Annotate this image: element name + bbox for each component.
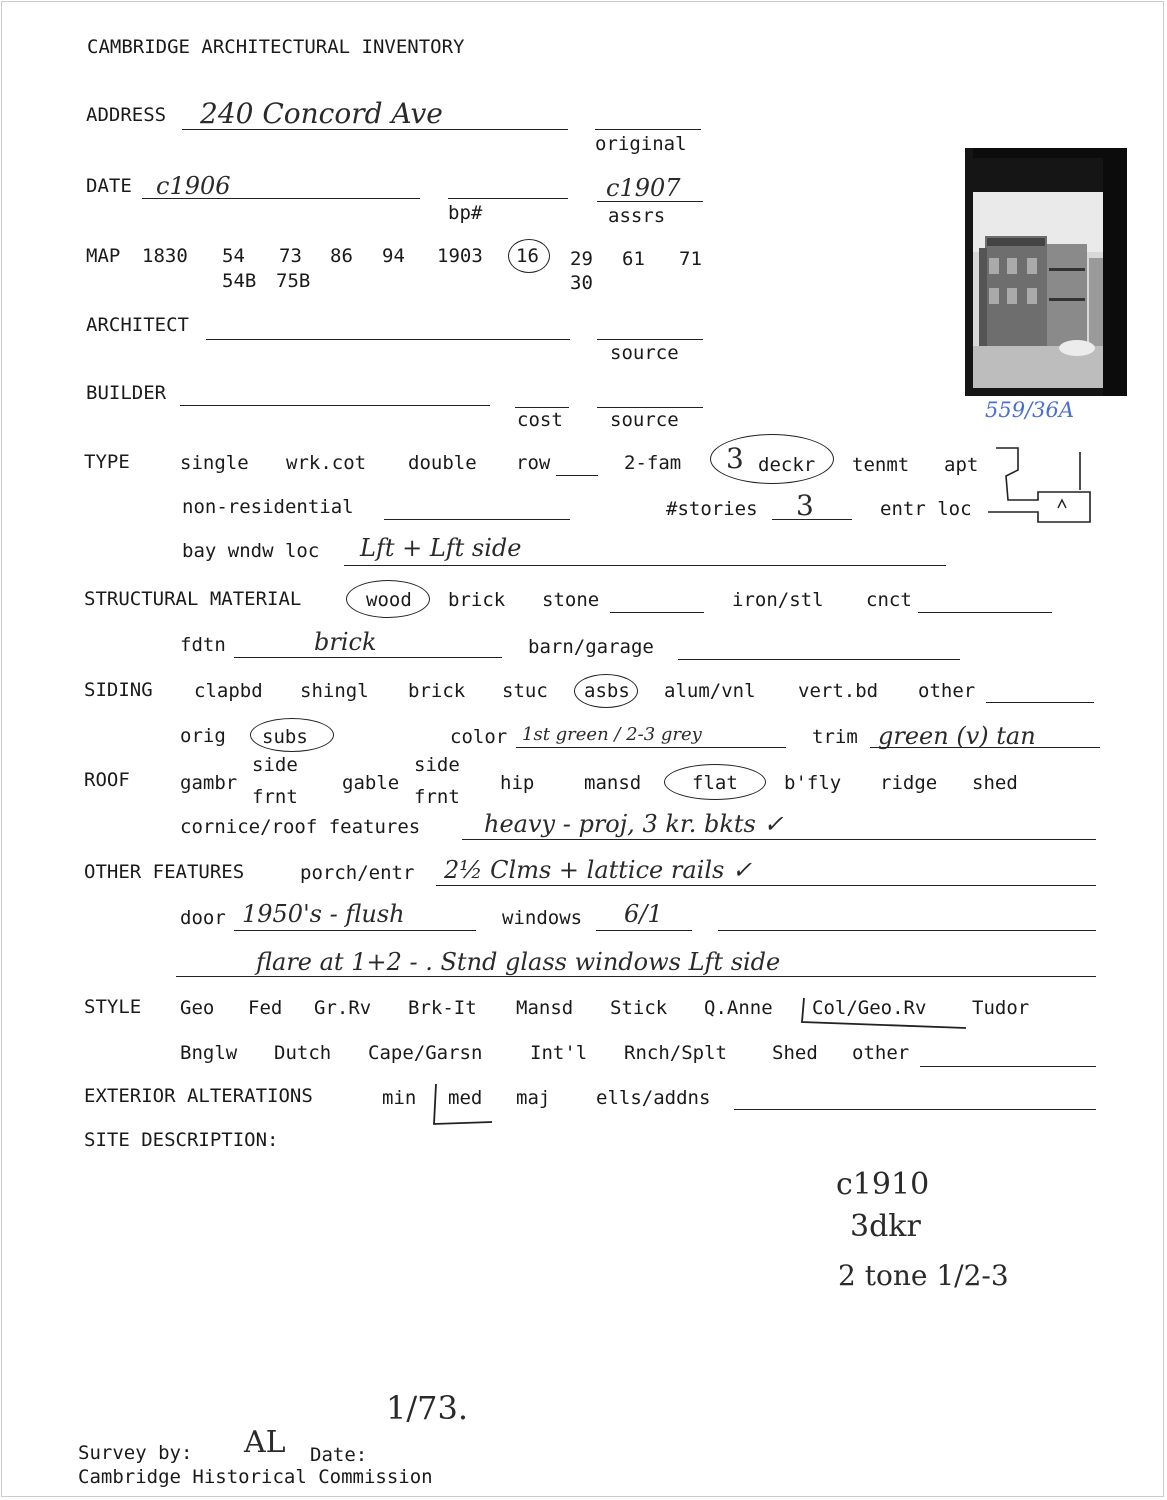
row-line	[556, 475, 598, 476]
style-option: Cape/Garsn	[368, 1042, 483, 1064]
ells-label: ells/addns	[596, 1087, 711, 1109]
extra-features-line	[176, 976, 1096, 977]
address-line	[182, 129, 568, 130]
style-option-selected: Col/Geo.Rv	[812, 997, 927, 1019]
survey-date-label: Date:	[310, 1444, 368, 1466]
alterations-selection-mark	[428, 1082, 498, 1130]
porch-label: porch/entr	[300, 862, 415, 884]
flat-circle	[664, 764, 766, 800]
style-option: Int'l	[530, 1042, 588, 1064]
siding-option: vert.bd	[798, 680, 879, 702]
ells-line	[734, 1109, 1096, 1110]
architect-label: ARCHITECT	[86, 314, 189, 336]
porch-line	[436, 885, 1096, 886]
cornice-line	[462, 839, 1096, 840]
map-year: 73	[279, 245, 302, 267]
builder-line	[180, 405, 490, 406]
site-note: 3dkr	[850, 1209, 921, 1244]
barn-garage-line	[678, 659, 960, 660]
foundation-value: brick	[314, 628, 377, 656]
survey-date-value: 1/73.	[386, 1389, 469, 1427]
map-year: 94	[382, 245, 405, 267]
door-label: door	[180, 907, 226, 929]
wood-circle	[346, 580, 430, 618]
roof-option-selected: flat	[692, 772, 738, 794]
cost-line	[515, 407, 569, 408]
stories-value: 3	[796, 489, 814, 522]
siding-option: alum/vnl	[664, 680, 756, 702]
stone-line	[610, 612, 704, 613]
door-line	[234, 930, 476, 931]
style-option: Fed	[248, 997, 283, 1019]
foundation-label: fdtn	[180, 634, 226, 656]
alterations-option: min	[382, 1087, 417, 1109]
style-selection-mark	[798, 996, 970, 1036]
windows-line	[596, 930, 692, 931]
bp-label: bp#	[448, 202, 483, 224]
map-year: 86	[330, 245, 353, 267]
address-label: ADDRESS	[86, 104, 167, 126]
architect-line	[206, 339, 570, 340]
type-option: 2-fam	[624, 452, 682, 474]
door-value: 1950's - flush	[242, 900, 405, 928]
cnct-line	[918, 612, 1052, 613]
barn-garage-label: barn/garage	[528, 636, 654, 658]
map-year: 71	[679, 248, 702, 270]
non-residential-line	[384, 519, 570, 520]
structural-option: iron/stl	[732, 589, 824, 611]
structural-label: STRUCTURAL MATERIAL	[84, 588, 302, 610]
siding-label: SIDING	[84, 679, 153, 701]
style-option: Geo	[180, 997, 215, 1019]
architect-source-label: source	[610, 342, 679, 364]
structural-option-selected: wood	[366, 589, 412, 611]
style-option: Tudor	[972, 997, 1030, 1019]
roof-gambrel: gambr	[180, 772, 238, 794]
roof-option: ridge	[880, 772, 938, 794]
alterations-option: maj	[516, 1087, 551, 1109]
orig-label: orig	[180, 725, 226, 747]
bay-window-value: Lft + Lft side	[360, 534, 522, 562]
structural-option: cnct	[866, 589, 912, 611]
siding-option: brick	[408, 680, 466, 702]
date-value: c1906	[156, 172, 231, 200]
bp-line	[448, 198, 568, 199]
type-option: apt	[944, 454, 979, 476]
stories-line	[772, 519, 852, 520]
siding-other-line	[986, 702, 1094, 703]
cornice-value: heavy - proj, 3 kr. bkts ✓	[484, 810, 784, 838]
map-year: 30	[570, 272, 593, 294]
map-year-circled: 16	[516, 245, 539, 267]
siding-option: shingl	[300, 680, 369, 702]
trim-value: green (v) tan	[878, 722, 1036, 750]
map-year: 75B	[276, 270, 311, 292]
map-year: 1903	[437, 245, 483, 267]
roof-frnt: frnt	[414, 786, 460, 808]
address-value: 240 Concord Ave	[200, 97, 443, 130]
roof-side: side	[414, 754, 460, 776]
orig-value: subs	[262, 726, 308, 748]
form-title: CAMBRIDGE ARCHITECTURAL INVENTORY	[87, 36, 465, 58]
map-circle	[508, 239, 550, 273]
date-label: DATE	[86, 175, 132, 197]
date-line	[142, 198, 420, 199]
site-note: c1910	[836, 1167, 930, 1202]
type-option: tenmt	[852, 454, 910, 476]
deckr-circle	[710, 434, 834, 484]
asbs-circle	[574, 674, 638, 708]
style-option: Shed	[772, 1042, 818, 1064]
survey-by-label: Survey by:	[78, 1442, 193, 1464]
siding-option: clapbd	[194, 680, 263, 702]
trim-line	[870, 747, 1100, 748]
siding-option: stuc	[502, 680, 548, 702]
style-other-line	[920, 1066, 1096, 1067]
siding-option-selected: asbs	[584, 680, 630, 702]
architect-source-line	[597, 339, 703, 340]
subs-circle	[250, 718, 334, 752]
extra-features-value: flare at 1+2 - . Stnd glass windows Lft side	[256, 948, 781, 976]
bay-window-label: bay wndw loc	[182, 540, 320, 562]
map-year: 61	[622, 248, 645, 270]
style-option: other	[852, 1042, 910, 1064]
structural-option: brick	[448, 589, 506, 611]
builder-source-line	[597, 407, 703, 408]
type-option: wrk.cot	[286, 452, 367, 474]
cost-label: cost	[517, 409, 563, 431]
roof-label: ROOF	[84, 769, 130, 791]
windows-extra-line	[718, 930, 1096, 931]
structural-option: stone	[542, 589, 600, 611]
map-year: 1830	[142, 245, 188, 267]
type-label: TYPE	[84, 451, 130, 473]
site-note: 2 tone 1/2-3	[838, 1259, 1009, 1292]
survey-organization: Cambridge Historical Commission	[78, 1466, 433, 1488]
alterations-label: EXTERIOR ALTERATIONS	[84, 1085, 313, 1107]
assrs-label: assrs	[608, 205, 666, 227]
type-option: single	[180, 452, 249, 474]
style-option: Mansd	[516, 997, 574, 1019]
assrs-value: c1907	[606, 174, 681, 202]
type-option: row	[516, 452, 551, 474]
map-year: 54B	[222, 270, 257, 292]
type-option-selected: deckr	[758, 454, 816, 476]
original-line	[595, 129, 701, 130]
porch-value: 2½ Clms + lattice rails ✓	[444, 856, 753, 884]
style-option: Dutch	[274, 1042, 332, 1064]
roof-option: shed	[972, 772, 1018, 794]
trim-label: trim	[812, 726, 858, 748]
building-photo	[965, 148, 1127, 396]
stories-label: #stories	[666, 498, 758, 520]
style-option: Brk-It	[408, 997, 477, 1019]
alterations-option-selected: med	[448, 1087, 483, 1109]
photo-id: 559/36A	[985, 398, 1075, 422]
style-option: Rnch/Splt	[624, 1042, 727, 1064]
style-option: Q.Anne	[704, 997, 773, 1019]
color-line	[516, 747, 786, 748]
roof-frnt: frnt	[252, 786, 298, 808]
roof-side: side	[252, 754, 298, 776]
building-photo-image	[965, 148, 1127, 396]
entry-location-sketch	[988, 440, 1098, 526]
non-residential-label: non-residential	[182, 496, 354, 518]
bay-window-line	[344, 565, 946, 566]
original-label: original	[595, 133, 687, 155]
color-value: 1st green / 2-3 grey	[522, 724, 702, 745]
style-option: Gr.Rv	[314, 997, 372, 1019]
foundation-line	[234, 657, 502, 658]
map-year: 54	[222, 245, 245, 267]
site-description-label: SITE DESCRIPTION:	[84, 1129, 279, 1151]
windows-label: windows	[502, 907, 583, 929]
windows-value: 6/1	[624, 900, 663, 928]
map-year: 29	[570, 248, 593, 270]
style-option: Bnglw	[180, 1042, 238, 1064]
builder-source-label: source	[610, 409, 679, 431]
map-label: MAP	[86, 245, 121, 267]
cornice-label: cornice/roof features	[180, 816, 421, 838]
roof-option: b'fly	[784, 772, 842, 794]
roof-gable: gable	[342, 772, 400, 794]
style-option: Stick	[610, 997, 668, 1019]
entr-loc-label: entr loc	[880, 498, 972, 520]
assrs-line	[597, 201, 703, 202]
builder-label: BUILDER	[86, 382, 167, 404]
type-option: double	[408, 452, 477, 474]
other-features-label: OTHER FEATURES	[84, 861, 245, 883]
siding-option: other	[918, 680, 976, 702]
deckr-number: 3	[726, 442, 744, 475]
style-label: STYLE	[84, 996, 142, 1018]
roof-option: hip	[500, 772, 535, 794]
color-label: color	[450, 726, 508, 748]
survey-initials: AL	[244, 1425, 286, 1460]
roof-option: mansd	[584, 772, 642, 794]
